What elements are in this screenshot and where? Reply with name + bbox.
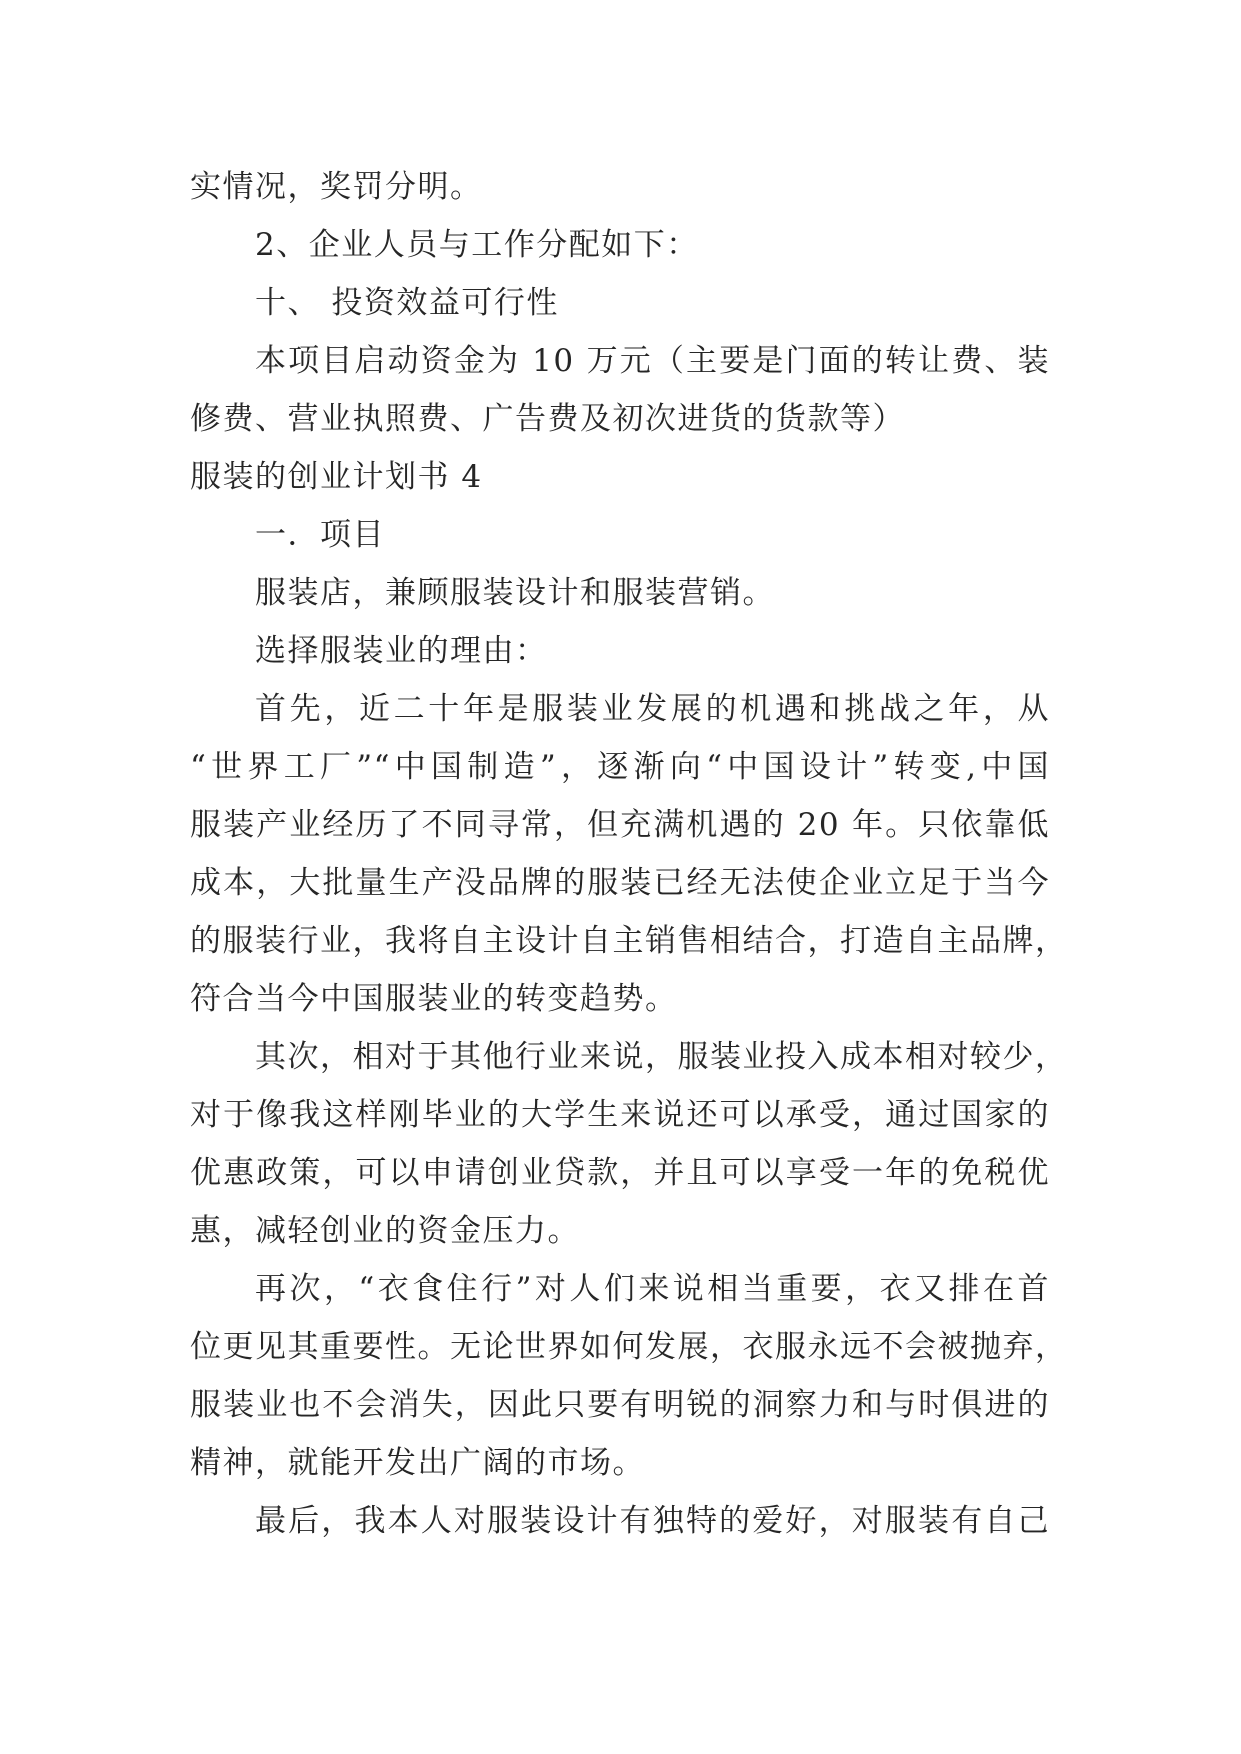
text-line: 服装业也不会消失，因此只要有明锐的洞察力和与时俱进的 [190,1387,1050,1423]
text-line: 符合当今中国服装业的转变趋势。 [190,981,678,1017]
text-line: 首先，近二十年是服装业发展的机遇和挑战之年，从 [255,691,1050,727]
text-line: 其次，相对于其他行业来说，服装业投入成本相对较少， [255,1039,1068,1075]
text-line: 实情况，奖罚分明。 [190,169,483,205]
text-line: 服装店，兼顾服装设计和服装营销。 [255,575,775,611]
text-line: 本项目启动资金为 10 万元（主要是门面的转让费、装 [255,343,1050,379]
text-line: 成本，大批量生产没品牌的服装已经无法使企业立足于当今 [190,865,1050,901]
text-line: 的服装行业，我将自主设计自主销售相结合，打造自主品牌， [190,923,1068,959]
text-line: 选择服装业的理由： [255,633,548,669]
section-heading: 十、 投资效益可行性 [255,285,559,321]
text-line: 服装产业经历了不同寻常，但充满机遇的 20 年。只依靠低 [190,807,1050,843]
text-line: 2、企业人员与工作分配如下： [255,227,699,263]
text-line: “世界工厂”“中国制造”，逐渐向“中国设计”转变,中国 [190,749,1050,785]
text-line: 优惠政策，可以申请创业贷款，并且可以享受一年的免税优 [190,1155,1050,1191]
text-line: 精神，就能开发出广阔的市场。 [190,1445,645,1481]
text-line: 再次，“衣食住行”对人们来说相当重要，衣又排在首 [255,1271,1050,1307]
document-title: 服装的创业计划书 4 [190,459,483,495]
text-line: 修费、营业执照费、广告费及初次进货的货款等） [190,401,905,437]
text-line: 位更见其重要性。无论世界如何发展，衣服永远不会被抛弃， [190,1329,1068,1365]
section-heading: 一．项目 [255,517,385,553]
text-line: 惠，减轻创业的资金压力。 [190,1213,580,1249]
text-line: 最后，我本人对服装设计有独特的爱好，对服装有自己 [255,1503,1050,1539]
text-line: 对于像我这样刚毕业的大学生来说还可以承受，通过国家的 [190,1097,1050,1133]
